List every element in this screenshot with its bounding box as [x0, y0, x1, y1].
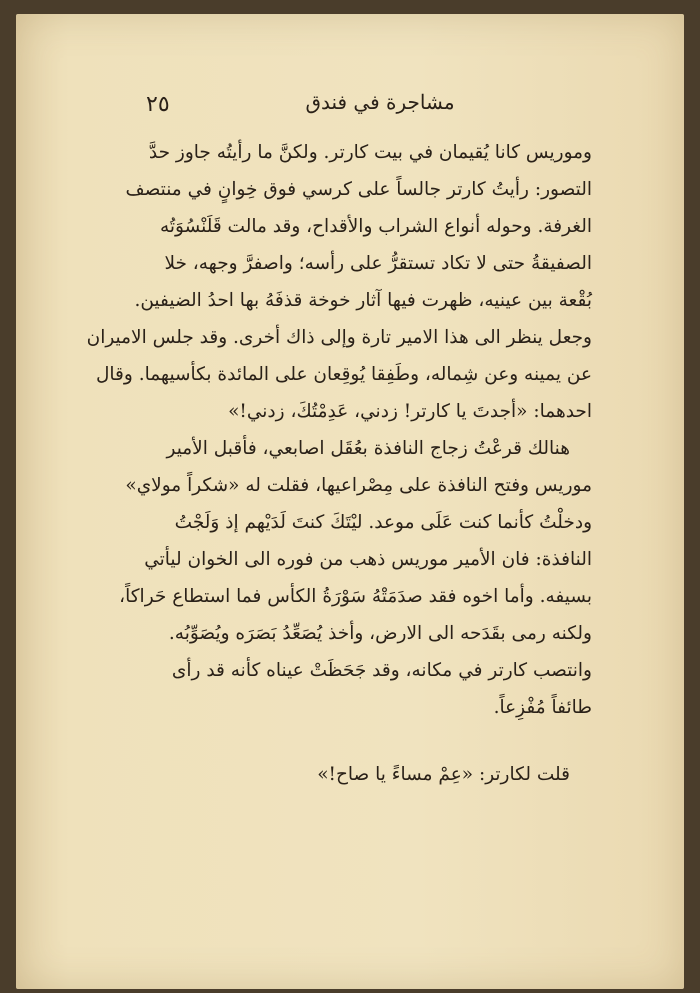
page-number: ٢٥ — [146, 92, 170, 117]
text-line: احدهما: «أجدتَ يا كارتر! زدني، عَدِمْتُكَ، زدني!» — [228, 401, 592, 422]
text-line: وجعل ينظر الى هذا الامير تارة وإلى ذاك أخرى. وقد جلس الاميران — [86, 327, 592, 348]
paragraph-gap — [140, 726, 592, 756]
text-line: ودخلْتُ كأنما كنت عَلَى موعد. ليْتَكَ كنتَ لَدَيْهم إذ وَلَجْتُ — [174, 512, 592, 533]
text-line: طائفاً مُفْزِعاً. — [493, 697, 592, 718]
text-line: النافذة: فان الأمير موريس ذهب من فوره الى الخوان ليأتي — [144, 549, 592, 570]
text-line: وانتصب كارتر في مكانه، وقد جَحَظَتْ عيناه كأنه قد رأى — [171, 660, 592, 681]
body-text — [86, 134, 592, 793]
text-line: وموريس كانا يُقيمان في بيت كارتر. ولكنَّ ما رأيتُه جاوز حدَّ — [148, 142, 592, 163]
text-line: بسيفه. وأما اخوه فقد صدَمَتْهُ سَوْرَةُ الكأس فما استطاع حَراكاً، — [119, 586, 592, 607]
book-page — [16, 14, 684, 989]
text-line: التصور: رأيتُ كارتر جالساً على كرسي فوق خِوانٍ في منتصف — [125, 179, 592, 200]
text-line: هنالك قرعْتُ زجاج النافذة بعُقَل اصابعي، فأقبل الأمير — [166, 438, 570, 459]
text-line: قلت لكارتر: «عِمْ مساءً يا صاح!» — [317, 764, 570, 785]
text-line: ولكنه رمى بقَدَحه الى الارض، وأخذ يُصَعِّدُ بَصَرَه ويُصَوِّبُه. — [168, 623, 592, 644]
page-header — [130, 82, 572, 122]
text-line: موريس وفتح النافذة على مِصْراعيها، فقلت له «شكراً مولاي» — [125, 475, 592, 496]
running-title: مشاجرة في فندق — [305, 90, 455, 114]
text-line: عن يمينه وعن شِماله، وطَفِقا يُوقِعان على المائدة بكأسيهما. وقال — [95, 364, 592, 385]
text-line: الصفيقةُ حتى لا تكاد تستقرُّ على رأسه؛ واصفرَّ وجهه، خلا — [164, 253, 592, 274]
text-line: بُقْعة بين عينيه، ظهرت فيها آثار خوخة قذفَهُ بها احدُ الضيفين. — [134, 290, 592, 311]
text-line: الغرفة. وحوله أنواع الشراب والأقداح، وقد مالت قَلَنْسُوَتُه — [159, 216, 592, 237]
